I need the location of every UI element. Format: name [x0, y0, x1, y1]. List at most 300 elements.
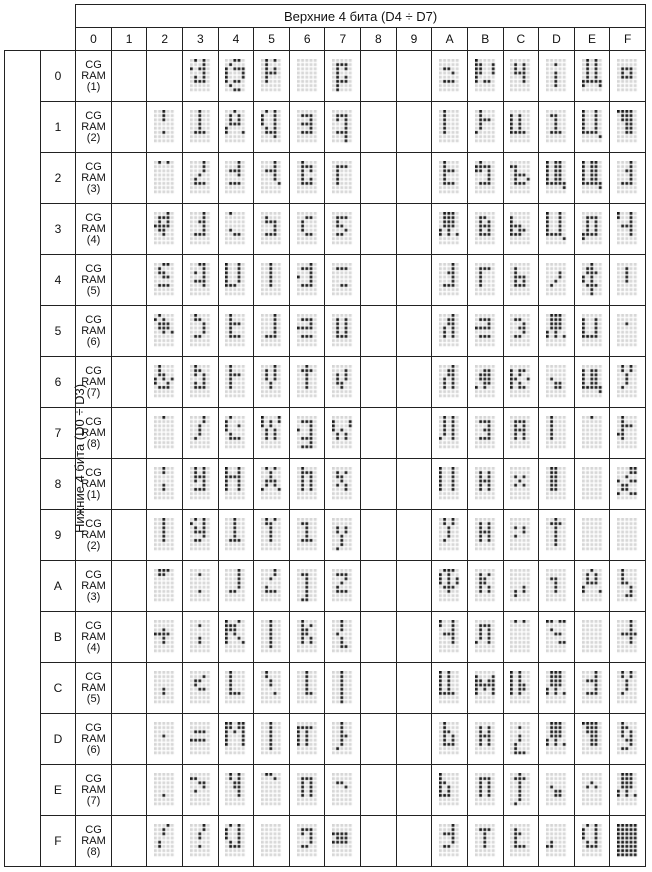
glyph-cell [574, 51, 610, 102]
dot-matrix-glyph [261, 110, 282, 144]
glyph-cell [254, 765, 290, 816]
cgram-label: RAM [81, 528, 106, 541]
cgram-label: (2) [86, 131, 101, 144]
cgram-label: CG [85, 568, 102, 581]
glyph-cell [467, 816, 503, 867]
dot-matrix-glyph [297, 569, 318, 603]
glyph-cell [610, 714, 646, 765]
dot-matrix-glyph [190, 416, 211, 450]
glyph-cell [539, 714, 575, 765]
glyph-cell [539, 306, 575, 357]
empty-cell [111, 306, 147, 357]
cgram-label: CG [85, 619, 102, 632]
dot-matrix-glyph [297, 59, 318, 93]
glyph-cell [325, 51, 361, 102]
empty-cell [111, 51, 147, 102]
glyph-cell [432, 816, 468, 867]
glyph-cell [147, 51, 183, 102]
dot-matrix-glyph [190, 110, 211, 144]
empty-cell [396, 816, 432, 867]
glyph-cell [539, 408, 575, 459]
cgram-cell [76, 204, 112, 255]
glyph-cell [574, 612, 610, 663]
dot-matrix-glyph [617, 671, 638, 705]
table-row [5, 612, 646, 663]
glyph-cell [432, 510, 468, 561]
cgram-label: (5) [86, 284, 101, 297]
empty-cell [111, 816, 147, 867]
dot-matrix-glyph [154, 620, 175, 654]
cgram-label: (7) [86, 794, 101, 807]
dot-matrix-glyph [439, 467, 460, 501]
table-row [5, 204, 646, 255]
glyph-cell [539, 765, 575, 816]
dot-matrix-glyph [190, 314, 211, 348]
dot-matrix-glyph [617, 569, 638, 603]
dot-matrix-glyph [582, 467, 603, 501]
cgram-cell [76, 714, 112, 765]
column-header: 1 [111, 28, 147, 51]
dot-matrix-glyph [510, 212, 531, 246]
glyph-cell [467, 714, 503, 765]
dot-matrix-glyph [225, 59, 246, 93]
dot-matrix-glyph [261, 569, 282, 603]
glyph-cell [183, 102, 219, 153]
dot-matrix-glyph [190, 722, 211, 756]
dot-matrix-glyph [261, 671, 282, 705]
dot-matrix-glyph [510, 620, 531, 654]
row-header: 5 [40, 306, 76, 357]
dot-matrix-glyph [439, 824, 460, 858]
glyph-cell [218, 306, 254, 357]
empty-cell [361, 714, 397, 765]
table-corner [5, 5, 76, 51]
dot-matrix-glyph [225, 569, 246, 603]
glyph-cell [503, 306, 539, 357]
dot-matrix-glyph [297, 110, 318, 144]
empty-cell [361, 561, 397, 612]
column-header: 3 [183, 28, 219, 51]
dot-matrix-glyph [510, 161, 531, 195]
empty-cell [111, 459, 147, 510]
table-row [5, 816, 646, 867]
glyph-cell [610, 459, 646, 510]
glyph-cell [254, 612, 290, 663]
dot-matrix-glyph [546, 722, 567, 756]
glyph-cell [147, 306, 183, 357]
cgram-label: RAM [81, 579, 106, 592]
glyph-cell [289, 51, 325, 102]
column-header: F [610, 28, 646, 51]
glyph-cell [325, 357, 361, 408]
lower-bits-label: Нижние 4 бита (D0 ÷ D3) [72, 383, 88, 533]
dot-matrix-glyph [475, 620, 496, 654]
glyph-cell [254, 204, 290, 255]
dot-matrix-glyph [617, 110, 638, 144]
glyph-cell [503, 102, 539, 153]
table-row [5, 102, 646, 153]
column-header: E [574, 28, 610, 51]
glyph-cell [325, 459, 361, 510]
glyph-cell [610, 765, 646, 816]
dot-matrix-glyph [617, 212, 638, 246]
dot-matrix-glyph [261, 416, 282, 450]
cgram-label: CG [85, 466, 102, 479]
dot-matrix-glyph [332, 773, 353, 807]
dot-matrix-glyph [332, 416, 353, 450]
glyph-cell [539, 102, 575, 153]
glyph-cell [147, 765, 183, 816]
dot-matrix-glyph [475, 314, 496, 348]
empty-cell [111, 765, 147, 816]
glyph-cell [432, 51, 468, 102]
cgram-cell [76, 306, 112, 357]
glyph-cell [432, 204, 468, 255]
glyph-cell [539, 357, 575, 408]
cgram-cell [76, 255, 112, 306]
dot-matrix-glyph [475, 212, 496, 246]
glyph-cell [289, 714, 325, 765]
dot-matrix-glyph [154, 110, 175, 144]
row-header: D [40, 714, 76, 765]
glyph-cell [147, 663, 183, 714]
table-row [5, 459, 646, 510]
row-header: 4 [40, 255, 76, 306]
glyph-cell [325, 612, 361, 663]
empty-cell [361, 102, 397, 153]
glyph-cell [503, 255, 539, 306]
glyph-cell [183, 510, 219, 561]
table-row [5, 561, 646, 612]
glyph-cell [183, 306, 219, 357]
glyph-cell [289, 408, 325, 459]
column-header: 8 [361, 28, 397, 51]
dot-matrix-glyph [297, 314, 318, 348]
dot-matrix-glyph [617, 314, 638, 348]
table-row [5, 714, 646, 765]
dot-matrix-glyph [261, 365, 282, 399]
glyph-cell [610, 153, 646, 204]
glyph-cell [183, 714, 219, 765]
dot-matrix-glyph [439, 620, 460, 654]
dot-matrix-glyph [332, 59, 353, 93]
cgram-label: CG [85, 262, 102, 275]
dot-matrix-glyph [154, 365, 175, 399]
dot-matrix-glyph [510, 569, 531, 603]
glyph-cell [610, 255, 646, 306]
dot-matrix-glyph [582, 569, 603, 603]
empty-cell [361, 51, 397, 102]
dot-matrix-glyph [475, 110, 496, 144]
dot-matrix-glyph [582, 671, 603, 705]
glyph-cell [574, 714, 610, 765]
glyph-cell [503, 612, 539, 663]
upper-bits-header: Верхние 4 бита (D4 ÷ D7) [76, 5, 646, 28]
cgram-cell [76, 102, 112, 153]
glyph-cell [325, 102, 361, 153]
cgram-label: RAM [81, 834, 106, 847]
empty-cell [396, 663, 432, 714]
glyph-cell [467, 102, 503, 153]
cgram-label: CG [85, 670, 102, 683]
empty-cell [361, 612, 397, 663]
dot-matrix-glyph [225, 773, 246, 807]
glyph-cell [289, 357, 325, 408]
table-row [5, 357, 646, 408]
dot-matrix-glyph [439, 671, 460, 705]
dot-matrix-glyph [261, 161, 282, 195]
glyph-cell [610, 561, 646, 612]
dot-matrix-glyph [297, 773, 318, 807]
glyph-cell [289, 561, 325, 612]
dot-matrix-glyph [475, 263, 496, 297]
empty-cell [396, 765, 432, 816]
dot-matrix-glyph [510, 314, 531, 348]
glyph-cell [610, 612, 646, 663]
cgram-label: (1) [86, 488, 101, 501]
dot-matrix-glyph [546, 59, 567, 93]
table-row [5, 408, 646, 459]
glyph-cell [183, 357, 219, 408]
dot-matrix-glyph [154, 161, 175, 195]
glyph-cell [503, 765, 539, 816]
dot-matrix-glyph [546, 110, 567, 144]
dot-matrix-glyph [582, 722, 603, 756]
glyph-cell [218, 51, 254, 102]
table-row [5, 306, 646, 357]
empty-cell [396, 306, 432, 357]
dot-matrix-glyph [546, 467, 567, 501]
dot-matrix-glyph [297, 722, 318, 756]
cgram-cell [76, 663, 112, 714]
dot-matrix-glyph [439, 569, 460, 603]
dot-matrix-glyph [225, 416, 246, 450]
dot-matrix-glyph [546, 518, 567, 552]
glyph-cell [147, 510, 183, 561]
table-row [5, 510, 646, 561]
dot-matrix-glyph [225, 161, 246, 195]
dot-matrix-glyph [510, 110, 531, 144]
glyph-cell [218, 663, 254, 714]
cgram-label: (6) [86, 743, 101, 756]
glyph-cell [432, 765, 468, 816]
dot-matrix-glyph [582, 212, 603, 246]
dot-matrix-glyph [475, 467, 496, 501]
dot-matrix-glyph [546, 569, 567, 603]
cgram-label: RAM [81, 681, 106, 694]
glyph-cell [218, 612, 254, 663]
cgram-label: (5) [86, 692, 101, 705]
dot-matrix-glyph [510, 773, 531, 807]
row-header: 0 [40, 51, 76, 102]
dot-matrix-glyph [475, 722, 496, 756]
dot-matrix-glyph [582, 773, 603, 807]
glyph-cell [432, 663, 468, 714]
cgram-cell [76, 51, 112, 102]
dot-matrix-glyph [510, 722, 531, 756]
glyph-cell [183, 816, 219, 867]
glyph-cell [467, 357, 503, 408]
glyph-cell [325, 816, 361, 867]
cgram-label: (8) [86, 845, 101, 858]
dot-matrix-glyph [332, 824, 353, 858]
empty-cell [361, 306, 397, 357]
dot-matrix-glyph [617, 722, 638, 756]
empty-cell [396, 408, 432, 459]
lower-bits-header [5, 51, 88, 867]
dot-matrix-glyph [439, 161, 460, 195]
cgram-label: CG [85, 109, 102, 122]
glyph-cell [432, 612, 468, 663]
empty-cell [111, 510, 147, 561]
glyph-cell [218, 255, 254, 306]
glyph-cell [503, 51, 539, 102]
cgram-label: RAM [81, 273, 106, 286]
dot-matrix-glyph [546, 212, 567, 246]
glyph-cell [289, 612, 325, 663]
glyph-cell [467, 765, 503, 816]
row-header: B [40, 612, 76, 663]
empty-cell [396, 51, 432, 102]
cgram-label: RAM [81, 477, 106, 490]
dot-matrix-glyph [225, 467, 246, 501]
dot-matrix-glyph [439, 518, 460, 552]
glyph-cell [503, 816, 539, 867]
glyph-cell [289, 816, 325, 867]
dot-matrix-glyph [190, 824, 211, 858]
dot-matrix-glyph [297, 518, 318, 552]
glyph-cell [183, 765, 219, 816]
dot-matrix-glyph [582, 518, 603, 552]
glyph-cell [183, 255, 219, 306]
glyph-cell [183, 408, 219, 459]
empty-cell [396, 102, 432, 153]
dot-matrix-glyph [297, 416, 318, 450]
dot-matrix-glyph [439, 416, 460, 450]
empty-cell [361, 765, 397, 816]
glyph-cell [503, 204, 539, 255]
cgram-label: RAM [81, 630, 106, 643]
glyph-cell [325, 714, 361, 765]
glyph-cell [432, 306, 468, 357]
glyph-cell [325, 408, 361, 459]
glyph-cell [325, 510, 361, 561]
dot-matrix-glyph [439, 722, 460, 756]
dot-matrix-glyph [439, 365, 460, 399]
glyph-cell [503, 357, 539, 408]
dot-matrix-glyph [617, 773, 638, 807]
cgram-label: RAM [81, 324, 106, 337]
cgram-label: (3) [86, 590, 101, 603]
table-row [5, 663, 646, 714]
empty-cell [111, 663, 147, 714]
glyph-cell [147, 408, 183, 459]
empty-cell [111, 561, 147, 612]
dot-matrix-glyph [439, 263, 460, 297]
cgram-label: CG [85, 517, 102, 530]
cgram-label: (3) [86, 182, 101, 195]
glyph-cell [218, 510, 254, 561]
dot-matrix-glyph [475, 773, 496, 807]
glyph-cell [147, 255, 183, 306]
dot-matrix-glyph [475, 824, 496, 858]
dot-matrix-glyph [154, 671, 175, 705]
cgram-cell [76, 153, 112, 204]
empty-cell [111, 204, 147, 255]
glyph-cell [574, 153, 610, 204]
dot-matrix-glyph [546, 620, 567, 654]
dot-matrix-glyph [546, 671, 567, 705]
cgram-cell [76, 816, 112, 867]
dot-matrix-glyph [332, 110, 353, 144]
glyph-cell [467, 255, 503, 306]
dot-matrix-glyph [225, 620, 246, 654]
glyph-cell [325, 663, 361, 714]
glyph-cell [325, 561, 361, 612]
glyph-cell [147, 153, 183, 204]
dot-matrix-glyph [261, 722, 282, 756]
glyph-cell [325, 765, 361, 816]
dot-matrix-glyph [190, 518, 211, 552]
empty-cell [361, 204, 397, 255]
column-header: 2 [147, 28, 183, 51]
empty-cell [111, 714, 147, 765]
cgram-label: RAM [81, 171, 106, 184]
cgram-cell [76, 612, 112, 663]
table-row [5, 255, 646, 306]
empty-cell [361, 459, 397, 510]
glyph-cell [610, 51, 646, 102]
dot-matrix-glyph [332, 569, 353, 603]
glyph-cell [467, 561, 503, 612]
column-header: 4 [218, 28, 254, 51]
glyph-cell [254, 255, 290, 306]
dot-matrix-glyph [225, 518, 246, 552]
glyph-cell [503, 153, 539, 204]
dot-matrix-glyph [546, 314, 567, 348]
dot-matrix-glyph [297, 467, 318, 501]
cgram-label: RAM [81, 426, 106, 439]
column-header: 5 [254, 28, 290, 51]
dot-matrix-glyph [154, 212, 175, 246]
glyph-cell [467, 663, 503, 714]
dot-matrix-glyph [582, 824, 603, 858]
dot-matrix-glyph [439, 314, 460, 348]
glyph-cell [610, 357, 646, 408]
cgram-label: RAM [81, 69, 106, 82]
dot-matrix-glyph [332, 518, 353, 552]
glyph-cell [574, 459, 610, 510]
cgram-label: RAM [81, 120, 106, 133]
empty-cell [396, 714, 432, 765]
dot-matrix-glyph [261, 620, 282, 654]
glyph-cell [503, 663, 539, 714]
dot-matrix-glyph [225, 110, 246, 144]
dot-matrix-glyph [617, 824, 638, 858]
empty-cell [111, 255, 147, 306]
column-header: 7 [325, 28, 361, 51]
dot-matrix-glyph [546, 263, 567, 297]
cgram-label: RAM [81, 222, 106, 235]
cgram-label: (1) [86, 80, 101, 93]
dot-matrix-glyph [617, 620, 638, 654]
dot-matrix-glyph [332, 161, 353, 195]
dot-matrix-glyph [261, 212, 282, 246]
glyph-cell [183, 561, 219, 612]
glyph-cell [289, 306, 325, 357]
cgram-label: (8) [86, 437, 101, 450]
glyph-cell [218, 561, 254, 612]
